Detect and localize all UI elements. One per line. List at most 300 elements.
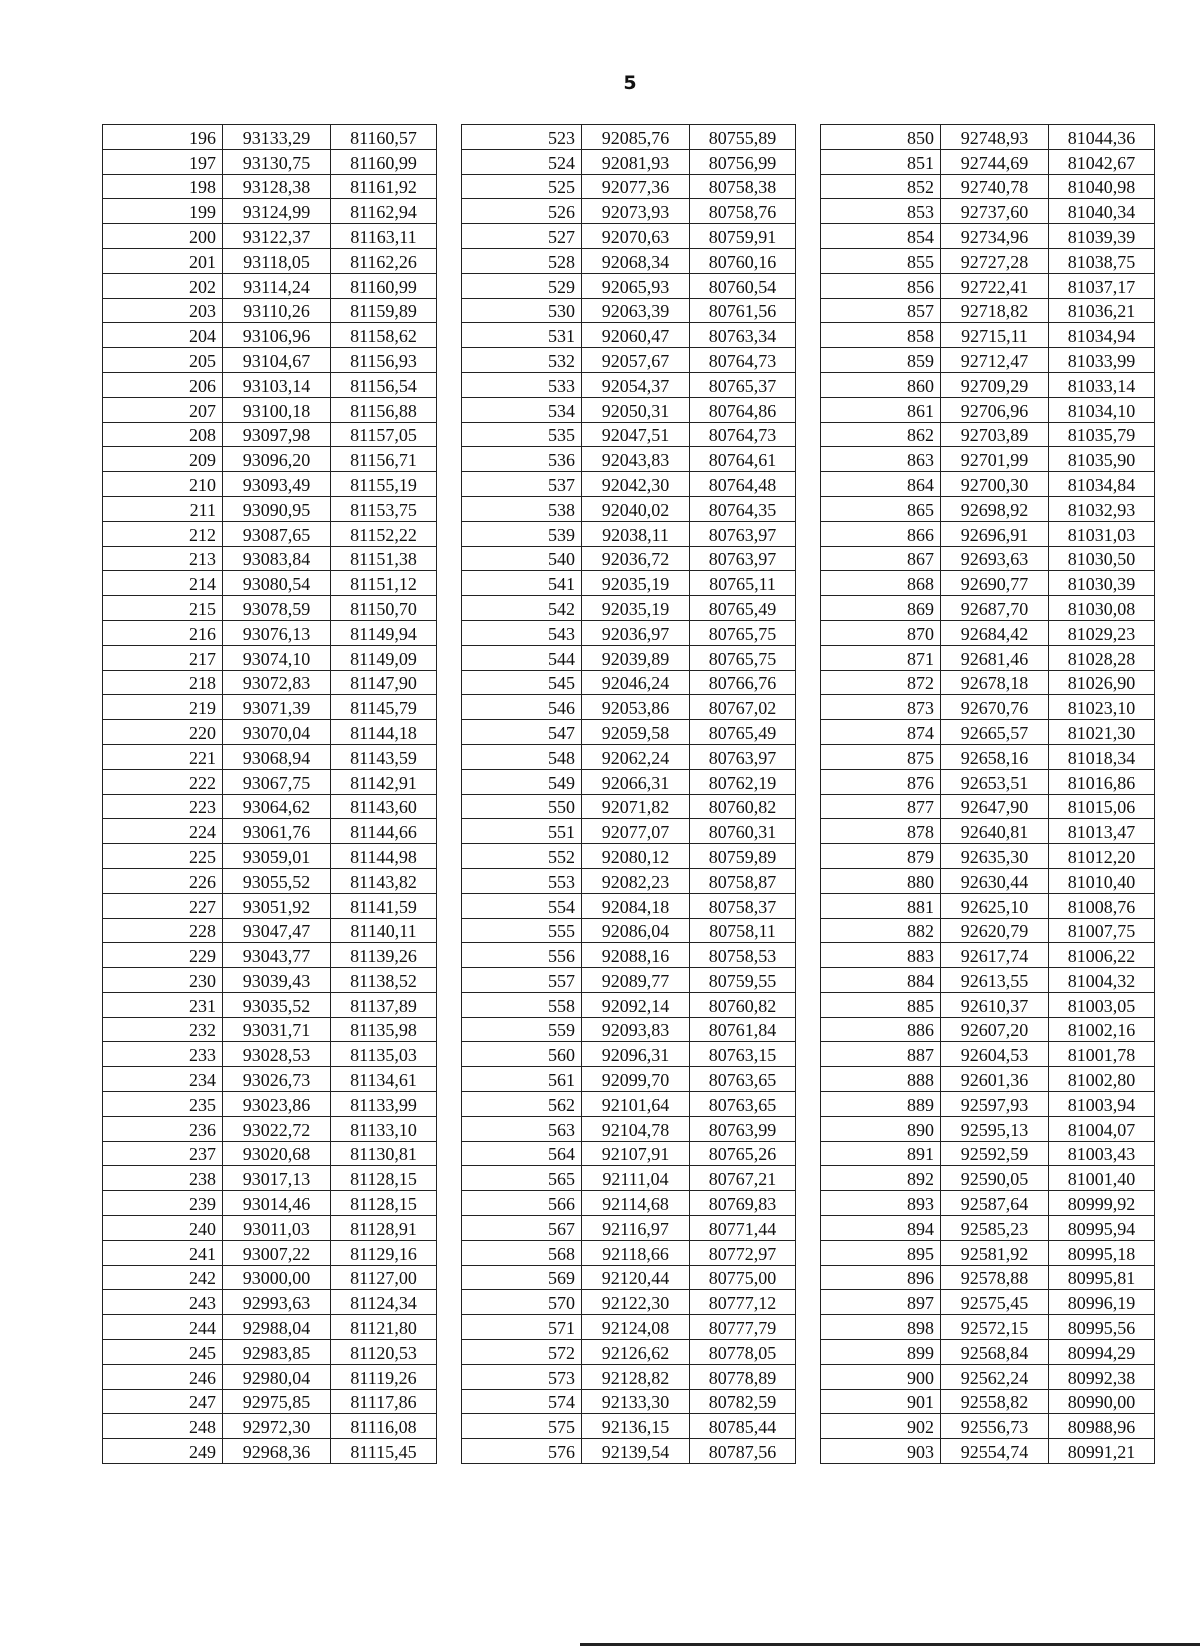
x-coordinate: 93128,38 — [223, 174, 331, 199]
point-number: 565 — [462, 1166, 582, 1191]
y-coordinate: 81147,90 — [331, 670, 437, 695]
table-row — [821, 323, 1155, 348]
table-row — [103, 546, 437, 571]
point-number: 562 — [462, 1092, 582, 1117]
x-coordinate: 93023,86 — [223, 1092, 331, 1117]
y-coordinate: 81121,80 — [331, 1315, 437, 1340]
table-row — [821, 645, 1155, 670]
x-coordinate: 92066,31 — [582, 769, 690, 794]
x-coordinate: 92053,86 — [582, 695, 690, 720]
x-coordinate: 92640,81 — [941, 819, 1049, 844]
point-number: 873 — [821, 695, 941, 720]
y-coordinate: 80755,89 — [690, 125, 796, 150]
table-row — [821, 1240, 1155, 1265]
x-coordinate: 92036,97 — [582, 620, 690, 645]
point-number: 862 — [821, 422, 941, 447]
table-row — [103, 645, 437, 670]
table-row — [821, 224, 1155, 249]
table-row — [103, 1141, 437, 1166]
x-coordinate: 92709,29 — [941, 372, 1049, 397]
point-number: 898 — [821, 1315, 941, 1340]
x-coordinate: 92703,89 — [941, 422, 1049, 447]
y-coordinate: 81037,17 — [1049, 273, 1155, 298]
point-number: 871 — [821, 645, 941, 670]
x-coordinate: 92617,74 — [941, 943, 1049, 968]
x-coordinate: 92111,04 — [582, 1166, 690, 1191]
y-coordinate: 80759,91 — [690, 224, 796, 249]
point-number: 238 — [103, 1166, 223, 1191]
x-coordinate: 92578,88 — [941, 1265, 1049, 1290]
y-coordinate: 81162,26 — [331, 248, 437, 273]
point-number: 220 — [103, 720, 223, 745]
table-row — [462, 1364, 796, 1389]
point-number: 541 — [462, 571, 582, 596]
table-row — [821, 992, 1155, 1017]
table-row — [103, 1116, 437, 1141]
table-row — [103, 1191, 437, 1216]
y-coordinate: 81155,19 — [331, 472, 437, 497]
y-coordinate: 81013,47 — [1049, 819, 1155, 844]
table-row — [103, 1439, 437, 1464]
y-coordinate: 81144,66 — [331, 819, 437, 844]
x-coordinate: 93070,04 — [223, 720, 331, 745]
x-coordinate: 93106,96 — [223, 323, 331, 348]
table-row — [462, 248, 796, 273]
table-row — [462, 968, 796, 993]
y-coordinate: 81039,39 — [1049, 224, 1155, 249]
x-coordinate: 92734,96 — [941, 224, 1049, 249]
y-coordinate: 80785,44 — [690, 1414, 796, 1439]
point-number: 200 — [103, 224, 223, 249]
point-number: 852 — [821, 174, 941, 199]
x-coordinate: 92080,12 — [582, 844, 690, 869]
table-row — [462, 1017, 796, 1042]
x-coordinate: 93104,67 — [223, 348, 331, 373]
y-coordinate: 81007,75 — [1049, 918, 1155, 943]
point-number: 209 — [103, 447, 223, 472]
y-coordinate: 81157,05 — [331, 422, 437, 447]
x-coordinate: 92983,85 — [223, 1340, 331, 1365]
table-row — [462, 1092, 796, 1117]
y-coordinate: 81003,94 — [1049, 1092, 1155, 1117]
x-coordinate: 93026,73 — [223, 1067, 331, 1092]
table-row — [462, 472, 796, 497]
point-number: 232 — [103, 1017, 223, 1042]
table-row — [821, 149, 1155, 174]
x-coordinate: 93035,52 — [223, 992, 331, 1017]
y-coordinate: 80763,97 — [690, 521, 796, 546]
point-number: 903 — [821, 1439, 941, 1464]
point-number: 199 — [103, 199, 223, 224]
point-number: 196 — [103, 125, 223, 150]
point-number: 229 — [103, 943, 223, 968]
x-coordinate: 93043,77 — [223, 943, 331, 968]
y-coordinate: 81031,03 — [1049, 521, 1155, 546]
point-number: 552 — [462, 844, 582, 869]
table-row — [462, 769, 796, 794]
x-coordinate: 92122,30 — [582, 1290, 690, 1315]
point-number: 240 — [103, 1216, 223, 1241]
y-coordinate: 81035,90 — [1049, 447, 1155, 472]
point-number: 536 — [462, 447, 582, 472]
x-coordinate: 92647,90 — [941, 794, 1049, 819]
table-row — [462, 447, 796, 472]
table-row — [103, 968, 437, 993]
x-coordinate: 93047,47 — [223, 918, 331, 943]
y-coordinate: 81023,10 — [1049, 695, 1155, 720]
y-coordinate: 80765,49 — [690, 596, 796, 621]
y-coordinate: 81145,79 — [331, 695, 437, 720]
point-number: 879 — [821, 844, 941, 869]
table-row — [821, 248, 1155, 273]
x-coordinate: 92059,58 — [582, 720, 690, 745]
table-row — [462, 571, 796, 596]
point-number: 539 — [462, 521, 582, 546]
y-coordinate: 81133,99 — [331, 1092, 437, 1117]
table-row — [103, 844, 437, 869]
point-number: 231 — [103, 992, 223, 1017]
y-coordinate: 80760,16 — [690, 248, 796, 273]
point-number: 890 — [821, 1116, 941, 1141]
point-number: 570 — [462, 1290, 582, 1315]
table-row — [821, 893, 1155, 918]
table-row — [821, 372, 1155, 397]
point-number: 566 — [462, 1191, 582, 1216]
point-number: 211 — [103, 496, 223, 521]
point-number: 228 — [103, 918, 223, 943]
point-number: 216 — [103, 620, 223, 645]
y-coordinate: 80778,05 — [690, 1340, 796, 1365]
x-coordinate: 92604,53 — [941, 1042, 1049, 1067]
point-number: 855 — [821, 248, 941, 273]
x-coordinate: 92701,99 — [941, 447, 1049, 472]
x-coordinate: 92665,57 — [941, 720, 1049, 745]
point-number: 863 — [821, 447, 941, 472]
x-coordinate: 92057,67 — [582, 348, 690, 373]
x-coordinate: 93087,65 — [223, 521, 331, 546]
table-row — [103, 918, 437, 943]
point-number: 202 — [103, 273, 223, 298]
point-number: 197 — [103, 149, 223, 174]
table-row — [103, 893, 437, 918]
point-number: 861 — [821, 397, 941, 422]
table-row — [103, 744, 437, 769]
y-coordinate: 81144,98 — [331, 844, 437, 869]
x-coordinate: 92104,78 — [582, 1116, 690, 1141]
point-number: 897 — [821, 1290, 941, 1315]
point-number: 206 — [103, 372, 223, 397]
x-coordinate: 92092,14 — [582, 992, 690, 1017]
y-coordinate: 81149,09 — [331, 645, 437, 670]
point-number: 558 — [462, 992, 582, 1017]
table-row — [462, 1290, 796, 1315]
y-coordinate: 81156,93 — [331, 348, 437, 373]
table-row — [462, 496, 796, 521]
point-number: 205 — [103, 348, 223, 373]
point-number: 563 — [462, 1116, 582, 1141]
y-coordinate: 81143,60 — [331, 794, 437, 819]
point-number: 213 — [103, 546, 223, 571]
table-row — [821, 794, 1155, 819]
y-coordinate: 80762,19 — [690, 769, 796, 794]
point-number: 895 — [821, 1240, 941, 1265]
table-row — [103, 794, 437, 819]
point-number: 554 — [462, 893, 582, 918]
y-coordinate: 81034,84 — [1049, 472, 1155, 497]
point-number: 568 — [462, 1240, 582, 1265]
x-coordinate: 92136,15 — [582, 1414, 690, 1439]
point-number: 575 — [462, 1414, 582, 1439]
point-number: 874 — [821, 720, 941, 745]
x-coordinate: 92610,37 — [941, 992, 1049, 1017]
y-coordinate: 80764,73 — [690, 422, 796, 447]
table-row — [821, 596, 1155, 621]
x-coordinate: 92740,78 — [941, 174, 1049, 199]
y-coordinate: 80764,86 — [690, 397, 796, 422]
point-number: 246 — [103, 1364, 223, 1389]
point-number: 853 — [821, 199, 941, 224]
x-coordinate: 92597,93 — [941, 1092, 1049, 1117]
table-row — [821, 943, 1155, 968]
point-number: 872 — [821, 670, 941, 695]
point-number: 894 — [821, 1216, 941, 1241]
point-number: 248 — [103, 1414, 223, 1439]
x-coordinate: 93122,37 — [223, 224, 331, 249]
point-number: 203 — [103, 298, 223, 323]
point-number: 571 — [462, 1315, 582, 1340]
table-row — [821, 1364, 1155, 1389]
y-coordinate: 81124,34 — [331, 1290, 437, 1315]
table-row — [103, 1364, 437, 1389]
table-row — [103, 1290, 437, 1315]
point-number: 530 — [462, 298, 582, 323]
x-coordinate: 92128,82 — [582, 1364, 690, 1389]
x-coordinate: 93055,52 — [223, 868, 331, 893]
y-coordinate: 80764,48 — [690, 472, 796, 497]
point-number: 902 — [821, 1414, 941, 1439]
point-number: 225 — [103, 844, 223, 869]
y-coordinate: 80759,89 — [690, 844, 796, 869]
table-row — [462, 1141, 796, 1166]
point-number: 543 — [462, 620, 582, 645]
table-row — [821, 571, 1155, 596]
table-row — [462, 273, 796, 298]
x-coordinate: 92062,24 — [582, 744, 690, 769]
x-coordinate: 92043,83 — [582, 447, 690, 472]
x-coordinate: 92581,92 — [941, 1240, 1049, 1265]
x-coordinate: 93022,72 — [223, 1116, 331, 1141]
point-number: 523 — [462, 125, 582, 150]
point-number: 877 — [821, 794, 941, 819]
x-coordinate: 93097,98 — [223, 422, 331, 447]
point-number: 886 — [821, 1017, 941, 1042]
y-coordinate: 81156,71 — [331, 447, 437, 472]
y-coordinate: 81029,23 — [1049, 620, 1155, 645]
table-row — [462, 546, 796, 571]
table-row — [103, 1389, 437, 1414]
y-coordinate: 80771,44 — [690, 1216, 796, 1241]
point-number: 210 — [103, 472, 223, 497]
table-row — [103, 496, 437, 521]
y-coordinate: 80761,84 — [690, 1017, 796, 1042]
x-coordinate: 93083,84 — [223, 546, 331, 571]
y-coordinate: 81116,08 — [331, 1414, 437, 1439]
x-coordinate: 92690,77 — [941, 571, 1049, 596]
x-coordinate: 93011,03 — [223, 1216, 331, 1241]
table-row — [103, 1042, 437, 1067]
point-number: 553 — [462, 868, 582, 893]
x-coordinate: 92585,23 — [941, 1216, 1049, 1241]
x-coordinate: 93078,59 — [223, 596, 331, 621]
coordinates-table-1 — [102, 124, 437, 1464]
y-coordinate: 81033,99 — [1049, 348, 1155, 373]
x-coordinate: 93000,00 — [223, 1265, 331, 1290]
table-row — [462, 1240, 796, 1265]
y-coordinate: 80991,21 — [1049, 1439, 1155, 1464]
y-coordinate: 81038,75 — [1049, 248, 1155, 273]
point-number: 201 — [103, 248, 223, 273]
x-coordinate: 92073,93 — [582, 199, 690, 224]
y-coordinate: 80759,55 — [690, 968, 796, 993]
table-row — [103, 472, 437, 497]
y-coordinate: 80764,73 — [690, 348, 796, 373]
point-number: 537 — [462, 472, 582, 497]
x-coordinate: 93068,94 — [223, 744, 331, 769]
point-number: 243 — [103, 1290, 223, 1315]
point-number: 857 — [821, 298, 941, 323]
x-coordinate: 92036,72 — [582, 546, 690, 571]
table-row — [821, 397, 1155, 422]
table-row — [821, 348, 1155, 373]
y-coordinate: 80995,81 — [1049, 1265, 1155, 1290]
y-coordinate: 80760,31 — [690, 819, 796, 844]
x-coordinate: 92590,05 — [941, 1166, 1049, 1191]
y-coordinate: 81032,93 — [1049, 496, 1155, 521]
point-number: 880 — [821, 868, 941, 893]
coordinates-table-2 — [461, 124, 796, 1464]
x-coordinate: 92687,70 — [941, 596, 1049, 621]
point-number: 535 — [462, 422, 582, 447]
y-coordinate: 81002,80 — [1049, 1067, 1155, 1092]
x-coordinate: 92040,02 — [582, 496, 690, 521]
point-number: 569 — [462, 1265, 582, 1290]
y-coordinate: 80765,11 — [690, 571, 796, 596]
y-coordinate: 81004,07 — [1049, 1116, 1155, 1141]
y-coordinate: 80763,97 — [690, 546, 796, 571]
point-number: 884 — [821, 968, 941, 993]
point-number: 869 — [821, 596, 941, 621]
point-number: 245 — [103, 1340, 223, 1365]
x-coordinate: 92706,96 — [941, 397, 1049, 422]
table-row — [821, 521, 1155, 546]
table-row — [462, 596, 796, 621]
y-coordinate: 81160,57 — [331, 125, 437, 150]
x-coordinate: 93080,54 — [223, 571, 331, 596]
point-number: 900 — [821, 1364, 941, 1389]
point-number: 222 — [103, 769, 223, 794]
y-coordinate: 81142,91 — [331, 769, 437, 794]
table-row — [821, 1092, 1155, 1117]
table-row — [103, 1414, 437, 1439]
y-coordinate: 81021,30 — [1049, 720, 1155, 745]
point-number: 214 — [103, 571, 223, 596]
y-coordinate: 80763,34 — [690, 323, 796, 348]
point-number: 892 — [821, 1166, 941, 1191]
x-coordinate: 92088,16 — [582, 943, 690, 968]
point-number: 572 — [462, 1340, 582, 1365]
point-number: 881 — [821, 893, 941, 918]
x-coordinate: 92116,97 — [582, 1216, 690, 1241]
table-row — [103, 868, 437, 893]
table-row — [462, 744, 796, 769]
table-row — [103, 273, 437, 298]
point-number: 866 — [821, 521, 941, 546]
y-coordinate: 81030,39 — [1049, 571, 1155, 596]
table-row — [103, 620, 437, 645]
point-number: 527 — [462, 224, 582, 249]
table-row — [103, 348, 437, 373]
x-coordinate: 92620,79 — [941, 918, 1049, 943]
point-number: 219 — [103, 695, 223, 720]
point-number: 560 — [462, 1042, 582, 1067]
table-row — [821, 1141, 1155, 1166]
x-coordinate: 92039,89 — [582, 645, 690, 670]
table-row — [462, 620, 796, 645]
y-coordinate: 81135,03 — [331, 1042, 437, 1067]
point-number: 534 — [462, 397, 582, 422]
y-coordinate: 80761,56 — [690, 298, 796, 323]
table-row — [821, 1042, 1155, 1067]
x-coordinate: 92077,07 — [582, 819, 690, 844]
table-row — [462, 1116, 796, 1141]
x-coordinate: 92635,30 — [941, 844, 1049, 869]
table-row — [103, 521, 437, 546]
y-coordinate: 81141,59 — [331, 893, 437, 918]
y-coordinate: 81034,94 — [1049, 323, 1155, 348]
point-number: 896 — [821, 1265, 941, 1290]
y-coordinate: 80760,54 — [690, 273, 796, 298]
x-coordinate: 92085,76 — [582, 125, 690, 150]
x-coordinate: 93096,20 — [223, 447, 331, 472]
x-coordinate: 92572,15 — [941, 1315, 1049, 1340]
x-coordinate: 92077,36 — [582, 174, 690, 199]
x-coordinate: 92670,76 — [941, 695, 1049, 720]
table-row — [821, 1067, 1155, 1092]
table-row — [462, 844, 796, 869]
point-number: 551 — [462, 819, 582, 844]
table-row — [821, 1166, 1155, 1191]
y-coordinate: 80758,38 — [690, 174, 796, 199]
x-coordinate: 92070,63 — [582, 224, 690, 249]
coordinates-table-3 — [820, 124, 1155, 1464]
point-number: 242 — [103, 1265, 223, 1290]
point-number: 864 — [821, 472, 941, 497]
table-row — [821, 422, 1155, 447]
x-coordinate: 92972,30 — [223, 1414, 331, 1439]
point-number: 878 — [821, 819, 941, 844]
point-number: 561 — [462, 1067, 582, 1092]
y-coordinate: 81030,50 — [1049, 546, 1155, 571]
point-number: 237 — [103, 1141, 223, 1166]
point-number: 218 — [103, 670, 223, 695]
y-coordinate: 81161,92 — [331, 174, 437, 199]
y-coordinate: 80778,89 — [690, 1364, 796, 1389]
table-row — [821, 125, 1155, 150]
x-coordinate: 92993,63 — [223, 1290, 331, 1315]
x-coordinate: 92696,91 — [941, 521, 1049, 546]
table-row — [103, 670, 437, 695]
point-number: 540 — [462, 546, 582, 571]
